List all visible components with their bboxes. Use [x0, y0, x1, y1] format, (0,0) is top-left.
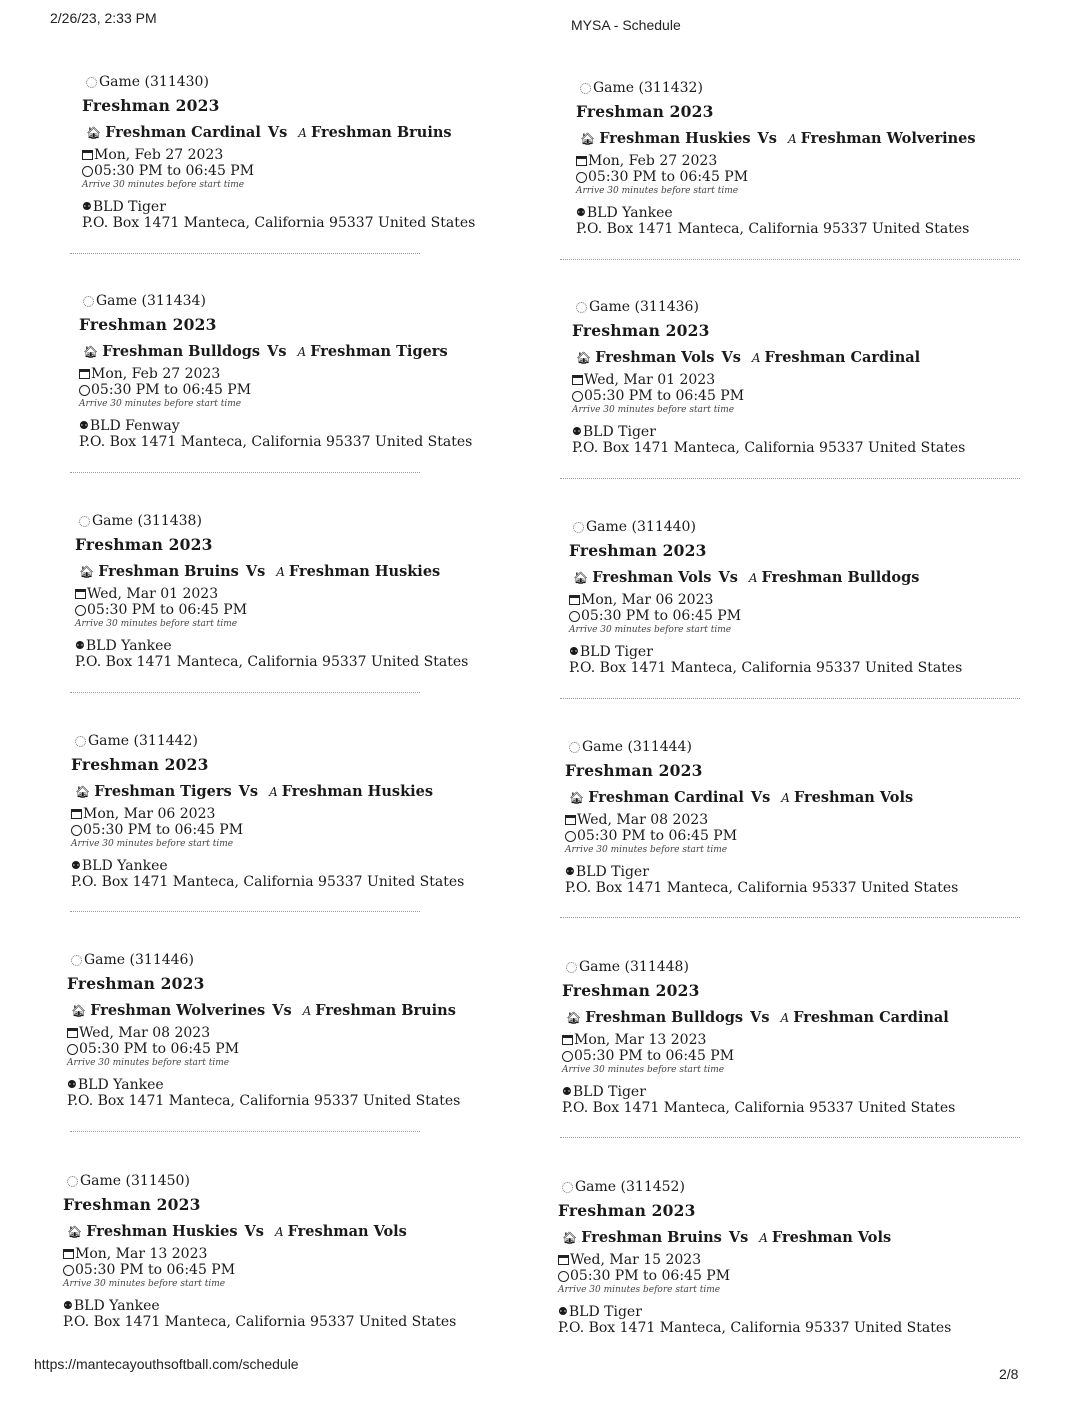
location-block: [572, 424, 1032, 456]
map-pin-icon: ⚉: [67, 1078, 77, 1091]
away-team: Freshman Cardinal: [764, 349, 921, 366]
calendar-icon: [67, 1028, 78, 1038]
matchup: [565, 788, 1025, 808]
game-card: [79, 292, 539, 450]
arrival-note: Arrive 30 minutes before start time: [558, 1285, 721, 1295]
field-name: BLD Tiger: [568, 1304, 642, 1320]
vs-label: Vs: [750, 789, 771, 806]
game-time: 05:30 PM to 06:45 PM: [581, 608, 742, 624]
away-team: Freshman Bruins: [315, 1002, 456, 1019]
game-time: 05:30 PM to 06:45 PM: [574, 1048, 735, 1064]
clock-icon: [79, 385, 90, 396]
game-id: Game (311440): [586, 519, 696, 535]
game-card: [82, 73, 542, 231]
field-address: P.O. Box 1471 Manteca, California 95337 United States: [569, 660, 963, 676]
season-label: Freshman 2023: [71, 755, 209, 774]
bus-icon: 𝐴: [751, 351, 761, 365]
away-team: Freshman Huskies: [281, 783, 434, 800]
clock-icon: [572, 391, 583, 402]
home-team: Freshman Wolverines: [90, 1002, 266, 1019]
matchup: [569, 568, 1029, 588]
field-address: P.O. Box 1471 Manteca, California 95337 United States: [565, 880, 959, 896]
field-address: P.O. Box 1471 Manteca, California 95337 United States: [75, 654, 469, 670]
bus-icon: 𝐴: [787, 132, 797, 146]
vs-label: Vs: [238, 783, 259, 800]
arrival-note: Arrive 30 minutes before start time: [576, 186, 739, 196]
bus-icon: 𝐴: [780, 1011, 790, 1025]
game-status-icon: [566, 962, 577, 973]
field-address: P.O. Box 1471 Manteca, California 95337 United States: [82, 215, 476, 231]
matchup: [82, 123, 542, 143]
location-block: [569, 644, 1029, 676]
game-status-icon: [83, 296, 94, 307]
field-name: BLD Tiger: [572, 1084, 646, 1100]
season-label: Freshman 2023: [79, 315, 217, 334]
game-card: [558, 1178, 1018, 1336]
clock-icon: [558, 1271, 569, 1282]
field-address: P.O. Box 1471 Manteca, California 95337 United States: [63, 1314, 457, 1330]
clock-icon: [569, 611, 580, 622]
vs-label: Vs: [267, 124, 288, 141]
game-id: Game (311446): [84, 952, 194, 968]
map-pin-icon: ⚉: [569, 645, 579, 658]
matchup: [63, 1222, 523, 1242]
clock-icon: [562, 1051, 573, 1062]
game-status-icon: [576, 302, 587, 313]
game-date: Mon, Mar 13 2023: [75, 1246, 208, 1262]
home-team: Freshman Bruins: [98, 563, 239, 580]
game-time-block: [79, 366, 539, 410]
field-name: BLD Tiger: [92, 199, 166, 215]
season-label: Freshman 2023: [67, 974, 205, 993]
game-time-block: [576, 153, 1036, 197]
game-id-line: [75, 732, 531, 750]
clock-icon: [67, 1044, 78, 1055]
row-divider: [70, 1131, 420, 1132]
vs-label: Vs: [244, 1223, 264, 1240]
game-time-block: [75, 586, 535, 630]
away-team: Freshman Huskies: [288, 563, 441, 580]
vs-label: Vs: [245, 563, 266, 580]
game-id-line: [79, 512, 535, 530]
arrival-note: Arrive 30 minutes before start time: [63, 1279, 226, 1289]
map-pin-icon: ⚉: [75, 639, 85, 652]
map-pin-icon: ⚉: [558, 1305, 568, 1318]
game-id: Game (311448): [579, 959, 689, 975]
house-icon: 🏠︎: [569, 791, 585, 805]
away-team: Freshman Cardinal: [793, 1009, 949, 1026]
game-time-block: [67, 1025, 527, 1069]
matchup: [67, 1001, 527, 1021]
game-card: [576, 79, 1036, 237]
house-icon: 🏠︎: [580, 132, 596, 146]
matchup: [572, 348, 1032, 368]
field-address: P.O. Box 1471 Manteca, California 95337 United States: [67, 1093, 461, 1109]
game-time: 05:30 PM to 06:45 PM: [588, 169, 749, 185]
game-status-icon: [580, 83, 591, 94]
season-label: Freshman 2023: [558, 1201, 696, 1220]
game-id: Game (311450): [80, 1173, 190, 1189]
field-name: BLD Tiger: [579, 644, 653, 660]
arrival-note: Arrive 30 minutes before start time: [79, 399, 242, 409]
house-icon: 🏠︎: [67, 1225, 83, 1239]
field-name: BLD Yankee: [81, 858, 168, 874]
calendar-icon: [565, 815, 576, 825]
vs-label: Vs: [721, 349, 741, 366]
row-divider: [70, 692, 420, 693]
field-name: BLD Yankee: [77, 1077, 164, 1093]
matchup: [576, 129, 1036, 149]
season-label: Freshman 2023: [565, 761, 703, 780]
field-address: P.O. Box 1471 Manteca, California 95337 United States: [562, 1100, 956, 1116]
game-date: Wed, Mar 08 2023: [79, 1025, 211, 1041]
clock-icon: [565, 831, 576, 842]
location-block: [565, 864, 1025, 896]
game-time-block: [71, 806, 531, 850]
away-team: Freshman Vols: [793, 789, 914, 806]
row-divider: [560, 1137, 1020, 1138]
bus-icon: 𝐴: [297, 345, 307, 359]
row-divider: [560, 259, 1020, 260]
season-label: Freshman 2023: [562, 981, 700, 1000]
house-icon: 🏠︎: [562, 1231, 578, 1245]
game-id: Game (311432): [593, 80, 703, 96]
game-card: [71, 732, 531, 890]
game-date: Wed, Mar 15 2023: [570, 1252, 702, 1268]
matchup: [79, 342, 539, 362]
field-name: BLD Yankee: [85, 638, 172, 654]
field-name: BLD Yankee: [586, 205, 673, 221]
row-divider: [560, 917, 1020, 918]
house-icon: 🏠︎: [573, 571, 589, 585]
calendar-icon: [569, 595, 580, 605]
house-icon: 🏠︎: [71, 1004, 87, 1018]
game-time: 05:30 PM to 06:45 PM: [584, 388, 745, 404]
game-status-icon: [75, 736, 86, 747]
game-date: Mon, Mar 06 2023: [581, 592, 714, 608]
game-id-line: [67, 1172, 523, 1190]
field-name: BLD Yankee: [73, 1298, 160, 1314]
field-address: P.O. Box 1471 Manteca, California 95337 United States: [71, 874, 465, 890]
game-time: 05:30 PM to 06:45 PM: [87, 602, 248, 618]
home-team: Freshman Vols: [592, 569, 712, 586]
game-id-line: [576, 298, 1032, 316]
game-status-icon: [86, 77, 97, 88]
away-team: Freshman Wolverines: [800, 130, 976, 147]
field-address: P.O. Box 1471 Manteca, California 95337 United States: [576, 221, 970, 237]
season-label: Freshman 2023: [572, 321, 710, 340]
map-pin-icon: ⚉: [63, 1299, 73, 1312]
season-label: Freshman 2023: [63, 1195, 201, 1214]
away-team: Freshman Vols: [771, 1229, 892, 1246]
vs-label: Vs: [728, 1229, 749, 1246]
home-team: Freshman Vols: [595, 349, 715, 366]
arrival-note: Arrive 30 minutes before start time: [562, 1065, 725, 1075]
season-label: Freshman 2023: [576, 102, 714, 121]
game-date: Wed, Mar 08 2023: [577, 812, 709, 828]
vs-label: Vs: [757, 130, 777, 147]
game-date: Mon, Feb 27 2023: [588, 153, 718, 169]
away-team: Freshman Bulldogs: [761, 569, 920, 586]
away-team: Freshman Bruins: [310, 124, 452, 141]
location-block: [562, 1084, 1022, 1116]
house-icon: 🏠︎: [75, 785, 91, 799]
map-pin-icon: ⚉: [576, 206, 586, 219]
home-team: Freshman Bruins: [581, 1229, 722, 1246]
clock-icon: [71, 825, 82, 836]
game-id-line: [580, 79, 1036, 97]
clock-icon: [75, 605, 86, 616]
game-card: [565, 738, 1025, 896]
game-time-block: [63, 1246, 523, 1290]
arrival-note: Arrive 30 minutes before start time: [75, 619, 238, 629]
arrival-note: Arrive 30 minutes before start time: [82, 180, 245, 190]
home-team: Freshman Huskies: [86, 1223, 238, 1240]
away-team: Freshman Tigers: [310, 343, 448, 360]
game-id: Game (311430): [99, 74, 209, 90]
game-card: [67, 951, 527, 1109]
game-card: [75, 512, 535, 670]
vs-label: Vs: [718, 569, 738, 586]
row-divider: [560, 478, 1020, 479]
home-team: Freshman Bulldogs: [585, 1009, 744, 1026]
house-icon: 🏠︎: [86, 126, 102, 140]
page-number: 2/8: [999, 1366, 1019, 1382]
bus-icon: 𝐴: [276, 565, 285, 579]
calendar-icon: [75, 589, 86, 599]
location-block: [82, 199, 542, 231]
game-time: 05:30 PM to 06:45 PM: [83, 822, 244, 838]
game-id: Game (311442): [88, 733, 198, 749]
arrival-note: Arrive 30 minutes before start time: [572, 405, 735, 415]
game-time-block: [572, 372, 1032, 416]
game-date: Wed, Mar 01 2023: [87, 586, 219, 602]
map-pin-icon: ⚉: [71, 859, 81, 872]
game-time-block: [558, 1252, 1018, 1296]
game-time-block: [82, 147, 542, 191]
row-divider: [70, 253, 420, 254]
page-title: MYSA - Schedule: [571, 17, 681, 33]
home-team: Freshman Cardinal: [105, 124, 261, 141]
calendar-icon: [82, 150, 93, 160]
arrival-note: Arrive 30 minutes before start time: [569, 625, 732, 635]
clock-icon: [576, 172, 587, 183]
house-icon: 🏠︎: [566, 1011, 582, 1025]
season-label: Freshman 2023: [82, 96, 220, 115]
game-status-icon: [79, 516, 90, 527]
map-pin-icon: ⚉: [82, 200, 92, 213]
game-status-icon: [562, 1182, 573, 1193]
game-id: Game (311434): [96, 293, 206, 309]
home-team: Freshman Huskies: [599, 130, 751, 147]
field-name: BLD Fenway: [89, 418, 180, 434]
game-time-block: [565, 812, 1025, 856]
game-card: [572, 298, 1032, 456]
game-time-block: [562, 1032, 1022, 1076]
row-divider: [560, 698, 1020, 699]
field-address: P.O. Box 1471 Manteca, California 95337 United States: [558, 1320, 952, 1336]
bus-icon: 𝐴: [274, 1225, 284, 1239]
vs-label: Vs: [750, 1009, 770, 1026]
game-status-icon: [569, 742, 580, 753]
field-address: P.O. Box 1471 Manteca, California 95337 United States: [79, 434, 473, 450]
game-status-icon: [67, 1176, 78, 1187]
bus-icon: 𝐴: [781, 791, 790, 805]
game-date: Mon, Feb 27 2023: [91, 366, 221, 382]
game-time: 05:30 PM to 06:45 PM: [570, 1268, 731, 1284]
location-block: [558, 1304, 1018, 1336]
clock-icon: [82, 166, 93, 177]
game-time: 05:30 PM to 06:45 PM: [91, 382, 252, 398]
print-date: 2/26/23, 2:33 PM: [50, 10, 157, 26]
location-block: [63, 1298, 523, 1330]
row-divider: [70, 472, 420, 473]
home-team: Freshman Cardinal: [588, 789, 744, 806]
game-id-line: [86, 73, 542, 91]
game-card: [562, 958, 1022, 1116]
row-divider: [70, 911, 420, 912]
calendar-icon: [572, 375, 583, 385]
game-id-line: [562, 1178, 1018, 1196]
bus-icon: 𝐴: [302, 1004, 312, 1018]
location-block: [71, 858, 531, 890]
field-name: BLD Tiger: [575, 864, 649, 880]
field-name: BLD Tiger: [582, 424, 656, 440]
bus-icon: 𝐴: [298, 126, 307, 140]
clock-icon: [63, 1265, 74, 1276]
game-id-line: [83, 292, 539, 310]
game-date: Mon, Mar 06 2023: [83, 806, 216, 822]
arrival-note: Arrive 30 minutes before start time: [67, 1058, 230, 1068]
vs-label: Vs: [267, 343, 287, 360]
game-id-line: [566, 958, 1022, 976]
location-block: [75, 638, 535, 670]
vs-label: Vs: [272, 1002, 292, 1019]
game-id: Game (311444): [582, 739, 692, 755]
season-label: Freshman 2023: [75, 535, 213, 554]
home-team: Freshman Bulldogs: [102, 343, 261, 360]
footer-url: https://mantecayouthsoftball.com/schedule: [34, 1356, 299, 1372]
bus-icon: 𝐴: [269, 785, 278, 799]
matchup: [562, 1008, 1022, 1028]
game-time: 05:30 PM to 06:45 PM: [94, 163, 255, 179]
bus-icon: 𝐴: [748, 571, 758, 585]
game-card: [569, 518, 1029, 676]
calendar-icon: [63, 1249, 74, 1259]
game-date: Mon, Mar 13 2023: [574, 1032, 707, 1048]
calendar-icon: [79, 369, 90, 379]
game-id-line: [573, 518, 1029, 536]
calendar-icon: [562, 1035, 573, 1045]
game-id-line: [569, 738, 1025, 756]
game-time: 05:30 PM to 06:45 PM: [577, 828, 738, 844]
calendar-icon: [576, 156, 587, 166]
field-address: P.O. Box 1471 Manteca, California 95337 United States: [572, 440, 966, 456]
game-id: Game (311452): [575, 1179, 685, 1195]
bus-icon: 𝐴: [759, 1231, 768, 1245]
map-pin-icon: ⚉: [79, 419, 89, 432]
location-block: [79, 418, 539, 450]
game-date: Mon, Feb 27 2023: [94, 147, 224, 163]
home-team: Freshman Tigers: [94, 783, 232, 800]
season-label: Freshman 2023: [569, 541, 707, 560]
house-icon: 🏠︎: [79, 565, 95, 579]
game-id-line: [71, 951, 527, 969]
arrival-note: Arrive 30 minutes before start time: [71, 839, 234, 849]
matchup: [558, 1228, 1018, 1248]
away-team: Freshman Vols: [287, 1223, 407, 1240]
calendar-icon: [71, 809, 82, 819]
game-card: [63, 1172, 523, 1330]
house-icon: 🏠︎: [83, 345, 99, 359]
map-pin-icon: ⚉: [572, 425, 582, 438]
game-status-icon: [71, 955, 82, 966]
matchup: [75, 562, 535, 582]
location-block: [67, 1077, 527, 1109]
map-pin-icon: ⚉: [565, 865, 575, 878]
arrival-note: Arrive 30 minutes before start time: [565, 845, 728, 855]
game-time: 05:30 PM to 06:45 PM: [79, 1041, 240, 1057]
game-status-icon: [573, 522, 584, 533]
calendar-icon: [558, 1255, 569, 1265]
game-time: 05:30 PM to 06:45 PM: [75, 1262, 236, 1278]
game-time-block: [569, 592, 1029, 636]
game-id: Game (311436): [589, 299, 699, 315]
game-date: Wed, Mar 01 2023: [584, 372, 716, 388]
matchup: [71, 782, 531, 802]
house-icon: 🏠︎: [576, 351, 592, 365]
game-id: Game (311438): [92, 513, 202, 529]
location-block: [576, 205, 1036, 237]
map-pin-icon: ⚉: [562, 1085, 572, 1098]
